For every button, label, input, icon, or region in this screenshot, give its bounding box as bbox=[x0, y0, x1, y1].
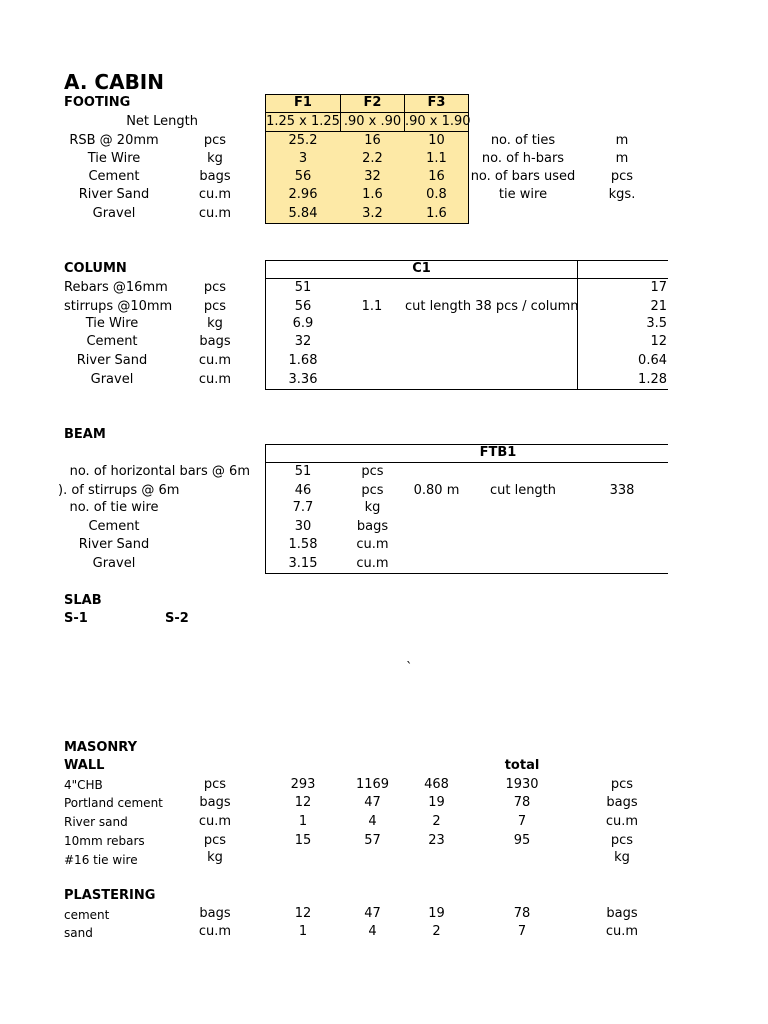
column-right-cell: 21 bbox=[650, 299, 667, 314]
masonry-total-unit: pcs bbox=[610, 833, 634, 848]
footing-note: no. of bars used bbox=[470, 169, 576, 184]
stray-mark: ` bbox=[406, 661, 413, 676]
masonry-row-label: #16 tie wire bbox=[64, 853, 138, 867]
plastering-heading: PLASTERING bbox=[64, 888, 156, 903]
footing-cell: .90 x .90 bbox=[343, 114, 402, 129]
footing-cell: 0.8 bbox=[426, 187, 447, 202]
masonry-row-label: 10mm rebars bbox=[64, 834, 145, 848]
masonry-total: 1930 bbox=[505, 777, 539, 792]
beam-row-label: no. of tie wire bbox=[69, 500, 159, 515]
plastering-row-unit: bags bbox=[199, 906, 231, 921]
masonry-cell: 57 bbox=[364, 833, 381, 848]
column-right-cell: 12 bbox=[650, 334, 667, 349]
footing-note: tie wire bbox=[498, 187, 548, 202]
masonry-row-label: River sand bbox=[64, 815, 128, 829]
footing-note-unit: pcs bbox=[610, 169, 634, 184]
masonry-row-label: Portland cement bbox=[64, 796, 163, 810]
column-row-label: Tie Wire bbox=[85, 316, 139, 331]
column-table-bottom bbox=[265, 389, 668, 390]
column-right-cell: 17 bbox=[650, 280, 667, 295]
footing-cell: 1.6 bbox=[362, 187, 383, 202]
masonry-row-label: 4"CHB bbox=[64, 778, 103, 792]
footing-col-header-f2: F2 bbox=[363, 95, 382, 110]
footing-cell: 2.96 bbox=[288, 187, 318, 202]
column-cell: 56 bbox=[294, 299, 312, 314]
footing-heading: FOOTING bbox=[64, 95, 131, 110]
column-row-label: Rebars @16mm bbox=[64, 280, 168, 295]
masonry-cell: 4 bbox=[368, 814, 377, 829]
beam-unit: cu.m bbox=[356, 556, 389, 571]
footing-cell: 3 bbox=[298, 151, 308, 166]
beam-row-label: ). of stirrups @ 6m bbox=[58, 483, 180, 498]
plastering-cell: 4 bbox=[368, 924, 377, 939]
plastering-total-unit: cu.m bbox=[605, 924, 639, 939]
footing-row-unit: cu.m bbox=[198, 206, 232, 221]
column-row-label: River Sand bbox=[76, 353, 148, 368]
masonry-cell: 468 bbox=[424, 777, 449, 792]
footing-note-unit: m bbox=[615, 151, 629, 166]
footing-cell: 1.25 x 1.25 bbox=[266, 114, 340, 129]
beam-row-label: Cement bbox=[88, 519, 140, 534]
column-heading: COLUMN bbox=[64, 261, 127, 276]
footing-row-label: Gravel bbox=[92, 206, 136, 221]
footing-row-label: River Sand bbox=[78, 187, 150, 202]
masonry-total-unit: pcs bbox=[610, 777, 634, 792]
plastering-cell: 2 bbox=[432, 924, 441, 939]
column-row-label: Cement bbox=[86, 334, 138, 349]
beam-unit: bags bbox=[356, 519, 389, 534]
masonry-cell: 47 bbox=[364, 795, 381, 810]
beam-cell: 7.7 bbox=[292, 500, 314, 515]
masonry-total: 95 bbox=[513, 833, 531, 848]
column-cell: 1.68 bbox=[288, 353, 318, 368]
beam-extra: 0.80 m bbox=[413, 483, 460, 498]
beam-extra-note: cut length bbox=[489, 483, 557, 498]
footing-cell: 10 bbox=[428, 133, 445, 148]
beam-cell: 46 bbox=[294, 483, 312, 498]
plastering-row-unit: cu.m bbox=[198, 924, 232, 939]
masonry-total: 7 bbox=[517, 814, 527, 829]
footing-cell: 25.2 bbox=[288, 133, 318, 148]
column-extra-note: cut length 38 pcs / column bbox=[405, 299, 579, 314]
masonry-total-unit: bags bbox=[606, 795, 638, 810]
column-row-unit: pcs bbox=[203, 299, 227, 314]
masonry-cell: 2 bbox=[432, 814, 441, 829]
beam-row-label: no. of horizontal bars @ 6m bbox=[69, 464, 250, 479]
footing-cell: 3.2 bbox=[362, 206, 383, 221]
footing-cell: 32 bbox=[364, 169, 381, 184]
masonry-cell: 1 bbox=[298, 814, 308, 829]
beam-unit: pcs bbox=[361, 483, 384, 498]
footing-row-unit: pcs bbox=[203, 133, 227, 148]
footing-cell: 16 bbox=[364, 133, 381, 148]
beam-row-label: Gravel bbox=[92, 556, 136, 571]
beam-unit: kg bbox=[364, 500, 381, 515]
column-table-divider bbox=[577, 260, 578, 390]
column-row-unit: pcs bbox=[203, 280, 227, 295]
footing-cell: 1.1 bbox=[426, 151, 447, 166]
column-right-cell: 0.64 bbox=[638, 353, 667, 368]
footing-col-header-f1: F1 bbox=[294, 95, 312, 110]
footing-note: no. of ties bbox=[490, 133, 556, 148]
column-row-unit: cu.m bbox=[198, 372, 232, 387]
column-cell: 6.9 bbox=[292, 316, 314, 331]
masonry-subheading: WALL bbox=[64, 758, 105, 773]
column-cell: 51 bbox=[294, 280, 312, 295]
footing-cell: 5.84 bbox=[288, 206, 318, 221]
footing-note-unit: m bbox=[615, 133, 629, 148]
footing-note: no. of h-bars bbox=[481, 151, 565, 166]
beam-row-label: River Sand bbox=[78, 537, 150, 552]
footing-row-unit: bags bbox=[199, 169, 231, 184]
beam-cell: 3.15 bbox=[288, 556, 318, 571]
masonry-cell: 15 bbox=[294, 833, 312, 848]
footing-row-unit: kg bbox=[207, 151, 223, 166]
masonry-cell: 12 bbox=[294, 795, 312, 810]
plastering-total-unit: bags bbox=[606, 906, 638, 921]
slab-s2-label: S-2 bbox=[165, 611, 189, 626]
beam-extra-value: 338 bbox=[609, 483, 635, 498]
plastering-cell: 47 bbox=[364, 906, 381, 921]
column-row-unit: kg bbox=[207, 316, 223, 331]
column-right-cell: 3.5 bbox=[646, 316, 667, 331]
footing-cell: 1.6 bbox=[426, 206, 447, 221]
masonry-total-unit: kg bbox=[614, 850, 630, 865]
column-header-c1: C1 bbox=[412, 261, 431, 276]
masonry-total: 78 bbox=[513, 795, 531, 810]
plastering-total: 7 bbox=[517, 924, 527, 939]
footing-row-label: Tie Wire bbox=[87, 151, 141, 166]
beam-unit: cu.m bbox=[356, 537, 389, 552]
masonry-cell: 19 bbox=[428, 795, 445, 810]
column-row-label: stirrups @10mm bbox=[64, 299, 173, 314]
plastering-cell: 1 bbox=[298, 924, 308, 939]
masonry-row-unit: pcs bbox=[203, 833, 227, 848]
page-title: A. CABIN bbox=[64, 70, 164, 94]
masonry-row-unit: pcs bbox=[203, 777, 227, 792]
beam-cell: 30 bbox=[294, 519, 312, 534]
footing-cell: 2.2 bbox=[362, 151, 383, 166]
slab-heading: SLAB bbox=[64, 593, 102, 608]
plastering-total: 78 bbox=[513, 906, 531, 921]
column-extra: 1.1 bbox=[361, 299, 383, 314]
footing-cell: 16 bbox=[428, 169, 445, 184]
beam-cell: 1.58 bbox=[288, 537, 318, 552]
plastering-row-label: sand bbox=[64, 926, 93, 940]
beam-table-bottom bbox=[265, 573, 668, 574]
plastering-cell: 12 bbox=[294, 906, 312, 921]
masonry-total-label: total bbox=[504, 758, 540, 773]
beam-cell: 51 bbox=[294, 464, 312, 479]
masonry-row-unit: bags bbox=[199, 795, 231, 810]
column-right-cell: 1.28 bbox=[638, 372, 667, 387]
masonry-heading: MASONRY bbox=[64, 740, 138, 755]
beam-heading: BEAM bbox=[64, 427, 106, 442]
footing-col-header-f3: F3 bbox=[427, 95, 446, 110]
beam-header-ftb1: FTB1 bbox=[479, 445, 517, 460]
footing-row-label: RSB @ 20mm bbox=[69, 133, 159, 148]
footing-row-unit: cu.m bbox=[198, 187, 232, 202]
column-row-unit: cu.m bbox=[198, 353, 232, 368]
plastering-cell: 19 bbox=[428, 906, 445, 921]
masonry-cell: 23 bbox=[428, 833, 445, 848]
plastering-row-label: cement bbox=[64, 908, 110, 922]
column-row-label: Gravel bbox=[90, 372, 134, 387]
beam-unit: pcs bbox=[361, 464, 384, 479]
footing-row-label: Cement bbox=[88, 169, 140, 184]
footing-cell: .90 x 1.90 bbox=[405, 114, 471, 129]
masonry-row-unit: cu.m bbox=[198, 814, 232, 829]
footing-note-unit: kgs. bbox=[608, 187, 636, 202]
column-cell: 3.36 bbox=[288, 372, 318, 387]
slab-s1-label: S-1 bbox=[64, 611, 88, 626]
masonry-cell: 293 bbox=[290, 777, 316, 792]
column-cell: 32 bbox=[294, 334, 312, 349]
masonry-row-unit: kg bbox=[207, 850, 223, 865]
masonry-total-unit: cu.m bbox=[605, 814, 639, 829]
footing-row-label: Net Length bbox=[126, 114, 198, 129]
footing-cell: 56 bbox=[294, 169, 312, 184]
column-row-unit: bags bbox=[199, 334, 231, 349]
masonry-cell: 1169 bbox=[355, 777, 390, 792]
